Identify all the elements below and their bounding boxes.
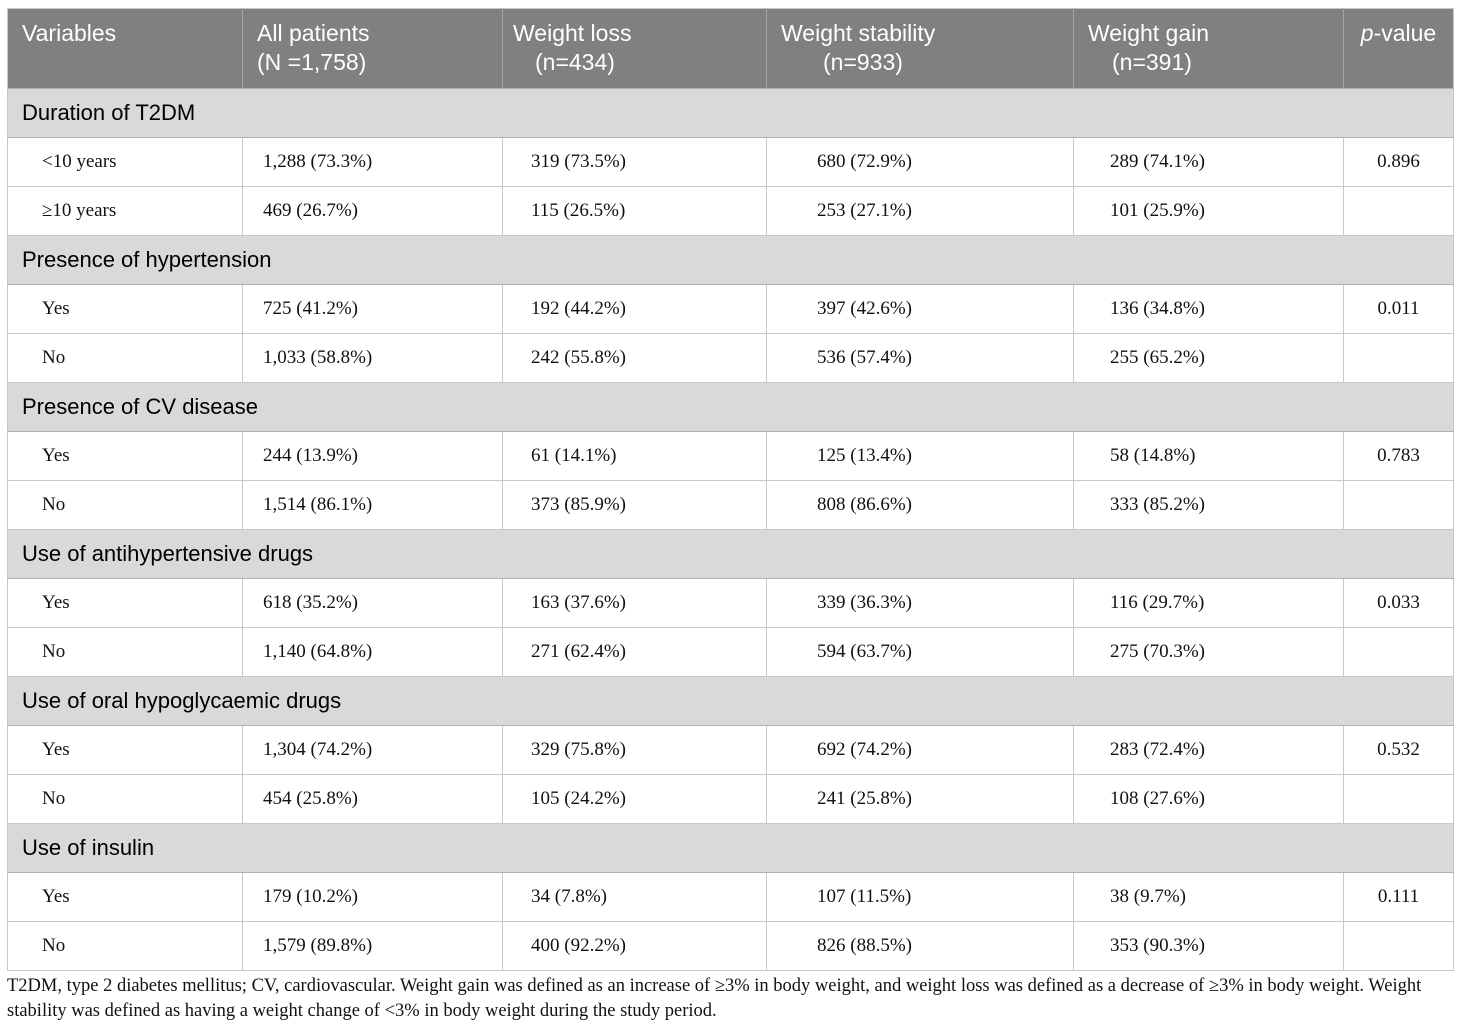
weight-stability-cell: 594 (63.7%) <box>767 628 1074 677</box>
all-patients-cell: 244 (13.9%) <box>243 432 503 481</box>
weight-stability-cell: 125 (13.4%) <box>767 432 1074 481</box>
p-value-cell: 0.011 <box>1344 285 1454 334</box>
weight-stability-cell: 241 (25.8%) <box>767 775 1074 824</box>
weight-stability-cell: 339 (36.3%) <box>767 579 1074 628</box>
weight-gain-cell: 275 (70.3%) <box>1074 628 1344 677</box>
weight-stability-cell: 397 (42.6%) <box>767 285 1074 334</box>
weight-loss-cell: 34 (7.8%) <box>503 873 767 922</box>
weight-gain-cell: 353 (90.3%) <box>1074 922 1344 971</box>
row-label-cell: Yes <box>8 285 243 334</box>
weight-loss-cell: 400 (92.2%) <box>503 922 767 971</box>
row-label-cell: Yes <box>8 873 243 922</box>
table-body <box>8 89 1454 971</box>
row-label-cell: No <box>8 922 243 971</box>
p-value-cell <box>1344 334 1454 383</box>
p-value-cell: 0.532 <box>1344 726 1454 775</box>
weight-loss-cell: 115 (26.5%) <box>503 187 767 236</box>
weight-stability-cell: 692 (74.2%) <box>767 726 1074 775</box>
table-row <box>8 285 1454 334</box>
weight-stability-cell: 680 (72.9%) <box>767 138 1074 187</box>
table-footnote: T2DM, type 2 diabetes mellitus; CV, cardiovascular. Weight gain was defined as an increase of ≥3% in body weight, and weight loss was defined as a decrease of ≥3% in body weight. Weight stability was defined as having a weight change of <3% in body weight during the study period. <box>7 976 1422 1021</box>
weight-gain-cell: 38 (9.7%) <box>1074 873 1344 922</box>
header-weight-stability: Weight stability (n=933) <box>767 9 1074 89</box>
weight-loss-cell: 373 (85.9%) <box>503 481 767 530</box>
all-patients-cell: 1,514 (86.1%) <box>243 481 503 530</box>
group-title: Presence of hypertension <box>8 236 1454 285</box>
weight-stability-cell: 253 (27.1%) <box>767 187 1074 236</box>
weight-gain-cell: 136 (34.8%) <box>1074 285 1344 334</box>
weight-stability-cell: 107 (11.5%) <box>767 873 1074 922</box>
weight-gain-cell: 108 (27.6%) <box>1074 775 1344 824</box>
weight-loss-cell: 105 (24.2%) <box>503 775 767 824</box>
table-row <box>8 187 1454 236</box>
weight-loss-cell: 329 (75.8%) <box>503 726 767 775</box>
row-label-cell: Yes <box>8 432 243 481</box>
row-label-cell: Yes <box>8 726 243 775</box>
p-value-cell <box>1344 775 1454 824</box>
group-header-row <box>8 824 1454 873</box>
group-title: Use of oral hypoglycaemic drugs <box>8 677 1454 726</box>
p-value-cell <box>1344 628 1454 677</box>
row-label-cell: No <box>8 628 243 677</box>
group-header-row <box>8 530 1454 579</box>
all-patients-cell: 725 (41.2%) <box>243 285 503 334</box>
all-patients-cell: 1,033 (58.8%) <box>243 334 503 383</box>
weight-loss-cell: 163 (37.6%) <box>503 579 767 628</box>
all-patients-cell: 1,579 (89.8%) <box>243 922 503 971</box>
weight-gain-cell: 58 (14.8%) <box>1074 432 1344 481</box>
row-label-cell: No <box>8 481 243 530</box>
all-patients-cell: 469 (26.7%) <box>243 187 503 236</box>
p-value-cell: 0.033 <box>1344 579 1454 628</box>
weight-loss-cell: 271 (62.4%) <box>503 628 767 677</box>
row-label-cell: No <box>8 775 243 824</box>
group-title: Duration of T2DM <box>8 89 1454 138</box>
table-row <box>8 579 1454 628</box>
group-title: Use of antihypertensive drugs <box>8 530 1454 579</box>
weight-loss-cell: 192 (44.2%) <box>503 285 767 334</box>
weight-stability-cell: 536 (57.4%) <box>767 334 1074 383</box>
weight-gain-cell: 255 (65.2%) <box>1074 334 1344 383</box>
table-header <box>8 9 1454 89</box>
header-all-patients: All patients (N =1,758) <box>243 9 503 89</box>
table-row <box>8 481 1454 530</box>
table-row <box>8 628 1454 677</box>
group-title: Presence of CV disease <box>8 383 1454 432</box>
header-p-value: p-value <box>1344 9 1454 89</box>
row-label-cell: ≥10 years <box>8 187 243 236</box>
data-table <box>7 8 1454 971</box>
weight-loss-cell: 242 (55.8%) <box>503 334 767 383</box>
header-weight-loss: Weight loss (n=434) <box>503 9 767 89</box>
group-header-row <box>8 677 1454 726</box>
p-value-cell <box>1344 481 1454 530</box>
p-value-cell <box>1344 187 1454 236</box>
weight-loss-cell: 319 (73.5%) <box>503 138 767 187</box>
all-patients-cell: 1,288 (73.3%) <box>243 138 503 187</box>
weight-gain-cell: 289 (74.1%) <box>1074 138 1344 187</box>
p-value-cell: 0.111 <box>1344 873 1454 922</box>
weight-gain-cell: 283 (72.4%) <box>1074 726 1344 775</box>
weight-gain-cell: 333 (85.2%) <box>1074 481 1344 530</box>
header-variables: Variables <box>8 9 243 89</box>
weight-gain-cell: 116 (29.7%) <box>1074 579 1344 628</box>
table-row <box>8 138 1454 187</box>
row-label-cell: <10 years <box>8 138 243 187</box>
row-label-cell: Yes <box>8 579 243 628</box>
table-row <box>8 775 1454 824</box>
table-row <box>8 726 1454 775</box>
header-weight-gain: Weight gain (n=391) <box>1074 9 1344 89</box>
group-header-row <box>8 236 1454 285</box>
all-patients-cell: 179 (10.2%) <box>243 873 503 922</box>
weight-loss-cell: 61 (14.1%) <box>503 432 767 481</box>
all-patients-cell: 454 (25.8%) <box>243 775 503 824</box>
table-row <box>8 873 1454 922</box>
all-patients-cell: 1,140 (64.8%) <box>243 628 503 677</box>
p-value-cell <box>1344 922 1454 971</box>
all-patients-cell: 1,304 (74.2%) <box>243 726 503 775</box>
table-row <box>8 922 1454 971</box>
group-header-row <box>8 383 1454 432</box>
all-patients-cell: 618 (35.2%) <box>243 579 503 628</box>
table-row <box>8 334 1454 383</box>
group-header-row <box>8 89 1454 138</box>
p-value-cell: 0.896 <box>1344 138 1454 187</box>
row-label-cell: No <box>8 334 243 383</box>
weight-stability-cell: 808 (86.6%) <box>767 481 1074 530</box>
group-title: Use of insulin <box>8 824 1454 873</box>
weight-stability-cell: 826 (88.5%) <box>767 922 1074 971</box>
weight-gain-cell: 101 (25.9%) <box>1074 187 1344 236</box>
p-value-cell: 0.783 <box>1344 432 1454 481</box>
table-row <box>8 432 1454 481</box>
